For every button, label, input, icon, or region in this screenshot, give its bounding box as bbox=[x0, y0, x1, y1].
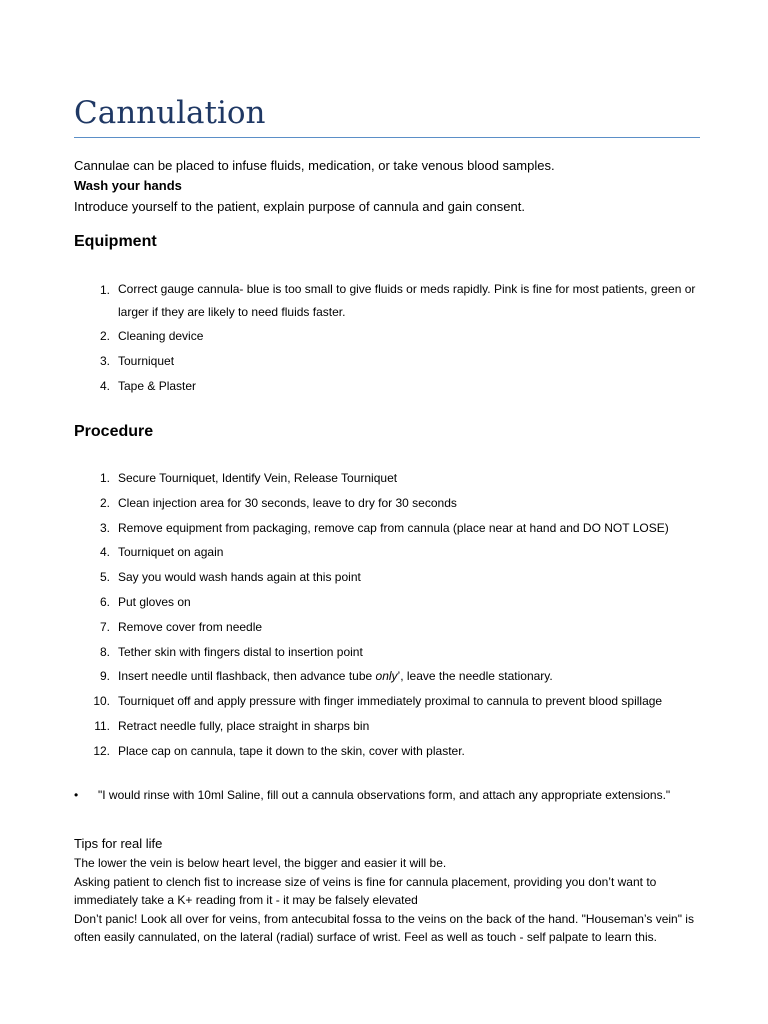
closing-remark-text: "I would rinse with 10ml Saline, fill out a cannula observations form, and attach any appropriate extensions." bbox=[98, 788, 671, 802]
tips-heading: Tips for real life bbox=[74, 836, 163, 851]
list-text: Tourniquet bbox=[118, 354, 175, 368]
list-number: 4. bbox=[99, 379, 110, 393]
list-number: 1. bbox=[99, 283, 110, 297]
tip-paragraph: Don’t panic! Look all over for veins, from antecubital fossa to the veins on the back of the hand. "Houseman’s vein" is often easily cannulated, on the lateral (radial) surface of wrist. Feel as well as touch - self palpate to learn this. bbox=[74, 911, 694, 944]
list-number: 4. bbox=[99, 545, 110, 560]
list-number: 7. bbox=[99, 619, 110, 634]
list-number: 9. bbox=[99, 669, 110, 684]
list-number: 12. bbox=[93, 743, 110, 758]
list-text bbox=[118, 664, 553, 689]
list-number: 11. bbox=[94, 718, 110, 733]
list-text: Tourniquet off and apply pressure with finger immediately proximal to cannula to prevent blood spillage bbox=[118, 694, 663, 709]
list-text-line: Correct gauge cannula- blue is too small to give fluids or meds rapidly. Pink is fine for most patients, green or bbox=[118, 282, 696, 296]
tips-list bbox=[74, 854, 714, 947]
list-text bbox=[118, 278, 695, 324]
emphasis-text: only bbox=[375, 669, 398, 684]
list-text: Clean injection area for 30 seconds, leave to dry for 30 seconds bbox=[118, 495, 457, 510]
list-number: 5. bbox=[99, 570, 110, 585]
list-text: Tourniquet on again bbox=[118, 545, 224, 560]
list-text-line: larger if they are likely to need fluids faster. bbox=[118, 305, 346, 319]
list-text-part: ’, leave the needle stationary. bbox=[397, 669, 553, 684]
list-number: 6. bbox=[99, 594, 110, 609]
list-number: 1. bbox=[99, 471, 110, 485]
list-number: 2. bbox=[99, 495, 110, 510]
intro-consent-line: Introduce yourself to the patient, explain purpose of cannula and gain consent. bbox=[74, 199, 525, 214]
list-text: Cleaning device bbox=[118, 329, 204, 343]
list-text: Secure Tourniquet, Identify Vein, Release Tourniquet bbox=[118, 471, 398, 485]
list-number: 3. bbox=[99, 520, 110, 535]
list-text: Put gloves on bbox=[118, 594, 191, 609]
bullet-icon: • bbox=[74, 788, 79, 802]
procedure-heading: Procedure bbox=[74, 423, 154, 440]
list-text: Remove cover from needle bbox=[118, 619, 263, 634]
tip-paragraph: Asking patient to clench fist to increase size of veins is fine for cannula placement, providing you don’t want to immediately take a K+ reading from it - it may be falsely elevated bbox=[74, 874, 657, 907]
list-text: Remove equipment from packaging, remove cap from cannula (place near at hand and DO NOT LOSE) bbox=[118, 520, 669, 535]
list-text-part: Insert needle until flashback, then advance tube bbox=[118, 669, 376, 684]
list-text: Place cap on cannula, tape it down to the skin, cover with plaster. bbox=[118, 743, 465, 758]
list-number: 2. bbox=[99, 329, 110, 343]
tip-paragraph: The lower the vein is below heart level, the bigger and easier it will be. bbox=[74, 856, 447, 870]
wash-hands-note: Wash your hands bbox=[74, 178, 182, 193]
list-text: Retract needle fully, place straight in sharps bin bbox=[118, 718, 370, 733]
intro-line: Cannulae can be placed to infuse fluids, medication, or take venous blood samples. bbox=[74, 158, 555, 173]
list-text: Say you would wash hands again at this point bbox=[118, 570, 361, 585]
page-title: Cannulation bbox=[74, 95, 266, 131]
list-number: 8. bbox=[99, 644, 110, 659]
list-text: Tape & Plaster bbox=[118, 379, 197, 393]
list-text: Tether skin with fingers distal to insertion point bbox=[118, 644, 363, 659]
list-number: 10. bbox=[93, 694, 110, 709]
title-divider bbox=[74, 137, 700, 138]
list-number: 3. bbox=[99, 354, 110, 368]
equipment-heading: Equipment bbox=[74, 233, 157, 250]
